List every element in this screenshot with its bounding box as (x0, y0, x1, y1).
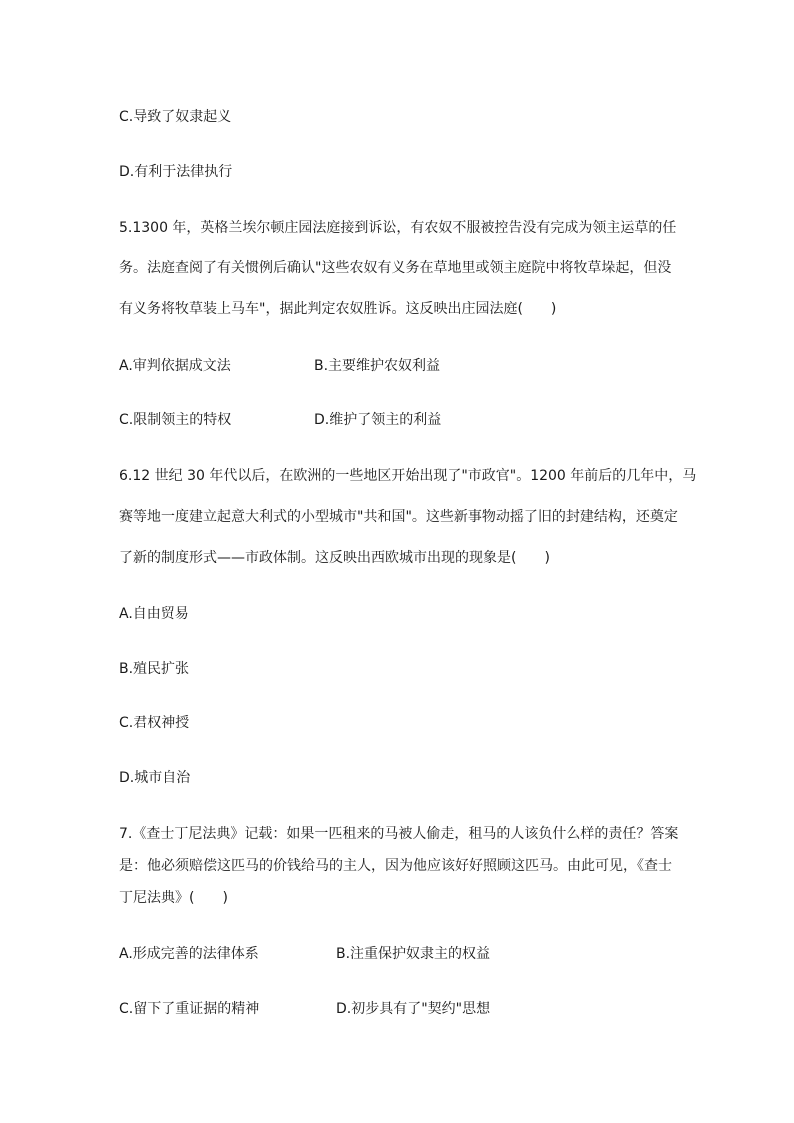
q6-stem-line-3: 了新的制度形式——市政体制。这反映出西欧城市出现的现象是( ) (119, 550, 550, 566)
q4-option-d: D.有利于法律执行 (119, 164, 233, 180)
q7-option-c: C.留下了重证据的精神 (119, 1001, 260, 1017)
q5-option-b: B.主要维护农奴利益 (314, 358, 441, 374)
q5-option-c: C.限制领主的特权 (119, 412, 232, 428)
q6-option-a: A.自由贸易 (119, 606, 189, 622)
q5-option-a: A.审判依据成文法 (119, 358, 231, 374)
q7-stem-line-1: 7.《查士丁尼法典》记载：如果一匹租来的马被人偷走，租马的人该负什么样的责任？答案 (119, 826, 679, 842)
q5-option-d: D.维护了领主的利益 (314, 412, 442, 428)
q6-option-d: D.城市自治 (119, 770, 191, 786)
q6-option-c: C.君权神授 (119, 715, 190, 731)
q6-stem-line-2: 赛等地一度建立起意大利式的小型城市"共和国"。这些新事物动摇了旧的封建结构，还奠定 (119, 509, 678, 525)
q5-stem-line-2: 务。法庭查阅了有关惯例后确认"这些农奴有义务在草地里或领主庭院中将牧草垛起，但没 (119, 260, 672, 276)
q7-stem-line-3: 丁尼法典》( ) (119, 890, 228, 906)
q5-stem-line-1: 5.1300 年，英格兰埃尔顿庄园法庭接到诉讼，有农奴不服被控告没有完成为领主运草的任 (119, 220, 677, 236)
q5-stem-line-3: 有义务将牧草装上马车"，据此判定农奴胜诉。这反映出庄园法庭( ) (119, 301, 557, 317)
q7-stem-line-2: 是：他必须赔偿这匹马的价钱给马的主人，因为他应该好好照顾这匹马。由此可见，《查士 (119, 858, 672, 874)
q7-option-b: B.注重保护奴隶主的权益 (336, 946, 491, 962)
q6-option-b: B.殖民扩张 (119, 661, 190, 677)
q7-option-d: D.初步具有了"契约"思想 (336, 1001, 491, 1017)
q7-option-a: A.形成完善的法律体系 (119, 946, 259, 962)
q6-stem-line-1: 6.12 世纪 30 年代以后，在欧洲的一些地区开始出现了"市政官"。1200 年前后的几年中，马 (119, 468, 697, 484)
q4-option-c: C.导致了奴隶起义 (119, 109, 232, 125)
